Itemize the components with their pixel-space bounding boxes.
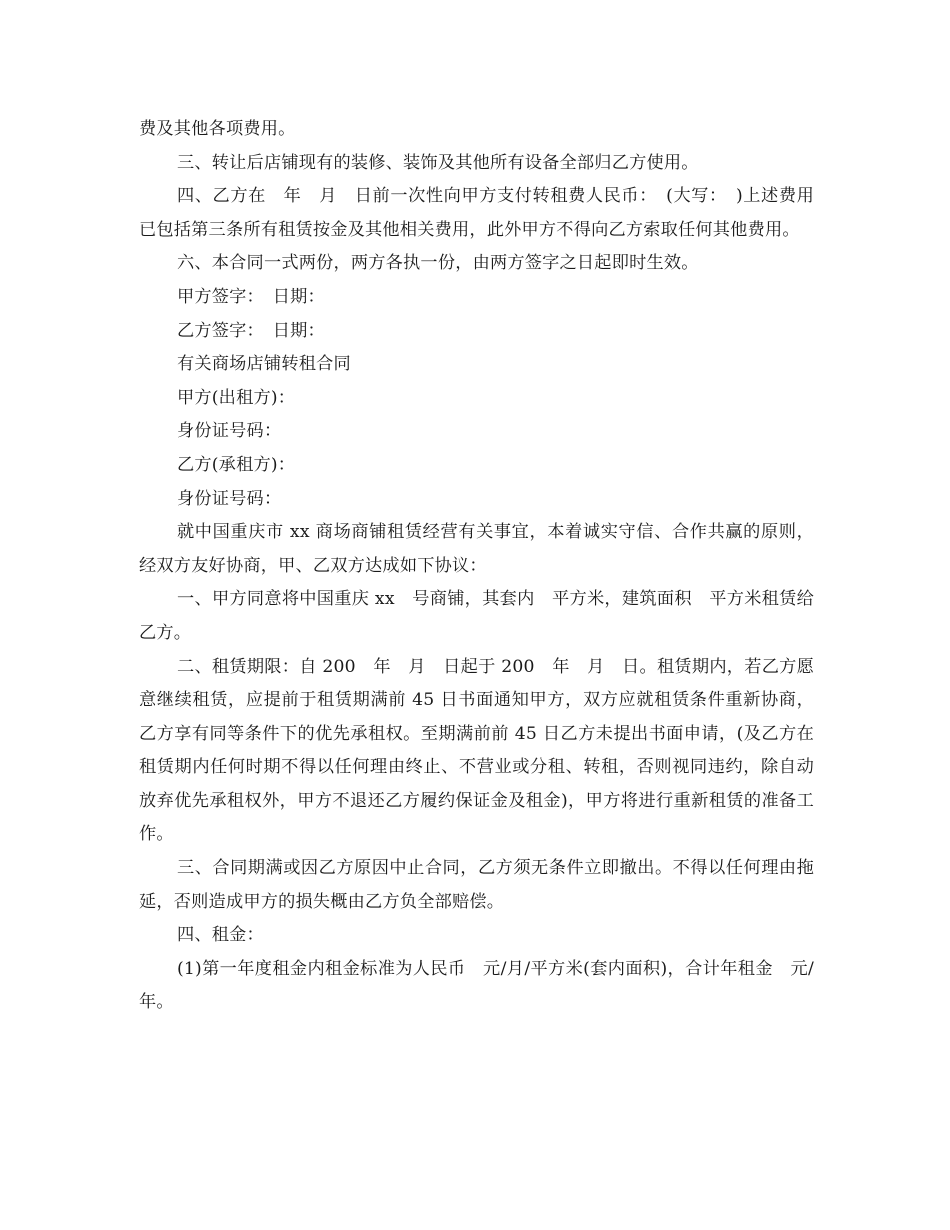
paragraph-clause-4-rent-heading: 四、租金： <box>177 925 264 946</box>
party-b-id-number-label: 身份证号码： <box>177 488 282 509</box>
paragraph-clause-6-effect: 六、本合同一式两份，两方各执一份，由两方签字之日起即时生效。 <box>177 253 699 274</box>
party-b-lessee-label: 乙方(承租方)： <box>177 454 296 475</box>
contract-title: 有关商场店铺转租合同 <box>177 354 351 375</box>
document-body <box>139 113 814 1020</box>
paragraph-fee-continuation: 费及其他各项费用。 <box>139 119 296 139</box>
paragraph-clause-4-transfer-fee: 四、乙方在 年 月 日前一次性向甲方支付转租费人民币： (大写： )上述费用已包括第三条所有租赁按金及其他相关费用，此外甲方不得向乙方索取任何其他费用。 <box>139 186 814 240</box>
signature-line-party-b: 乙方签字： 日期： <box>177 320 325 341</box>
paragraph-preamble: 就中国重庆市 xx 商场商铺租赁经营有关事宜，本着诚实守信、合作共赢的原则，经双方友好协商，甲、乙双方达成如下协议： <box>139 522 814 576</box>
paragraph-clause-3-decoration: 三、转让后店铺现有的装修、装饰及其他所有设备全部归乙方使用。 <box>177 152 699 173</box>
party-a-id-number-label: 身份证号码： <box>177 421 282 442</box>
paragraph-clause-1-premises: 一、甲方同意将中国重庆 xx 号商铺，其套内 平方米，建筑面积 平方米租赁给乙方。 <box>139 589 814 643</box>
paragraph-clause-4-1-rent-standard: (1)第一年度租金内租金标准为人民币 元/月/平方米(套内面积)，合计年租金 元/年。 <box>139 958 814 1013</box>
signature-line-party-a: 甲方签字： 日期： <box>177 286 325 307</box>
paragraph-clause-2-lease-term: 二、租赁期限：自 200 年 月 日起于 200 年 月 日。租赁期内，若乙方愿意继续租赁，应提前于租赁期满前 45 日书面通知甲方，双方应就租赁条件重新协商，乙方享有同等条件下的优先承租权。至期满前前 45 日乙方未提出书面申请，(及乙方在租赁期内任何时期不得以任何理由终止、不营业或分租、转租，否则视同违约，除自动放弃优先承租权外，甲方不退还乙方履约保证金及租金)，甲方将进行重新租赁的准备工作。 <box>139 656 814 845</box>
party-a-lessor-label: 甲方(出租方)： <box>177 387 296 408</box>
paragraph-clause-3-termination: 三、合同期满或因乙方原因中止合同，乙方须无条件立即撤出。不得以任何理由拖延，否则造成甲方的损失概由乙方负全部赔偿。 <box>139 858 814 912</box>
